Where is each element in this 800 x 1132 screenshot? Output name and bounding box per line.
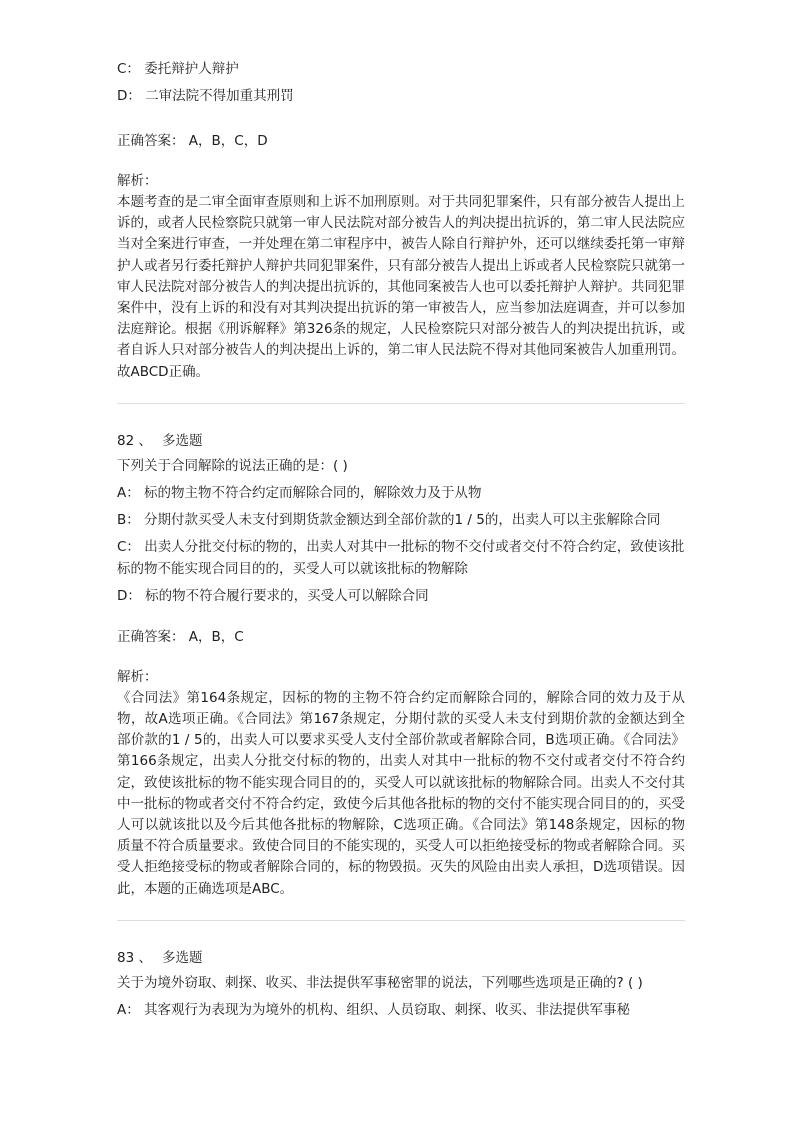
question-stem: 下列关于合同解除的说法正确的是：( ) <box>117 457 348 474</box>
question-type: 多选题 <box>161 432 203 449</box>
analysis-text: 《合同法》第164条规定，因标的物的主物不符合约定而解除合同的，解除合同的效力及于从物，故A选项正确。《合同法》第167条规定，分期付款的买受人未支付到期价款的金额达到全部价款的1 / 5的，出卖人可以要求买受人支付全部价款或者解除合同，B选项正确。《合同法》第166条规定，出卖人分批交付标的物的，出卖人对其中一批标的物不交付或者交付不符合约定，致使该批标的物不能实现合同目的的，买受人可以就该批标的物解除合同。出卖人不交付其中一批标的物或者交付不符合约定，致使今后其他各批标的物的交付不能实现合同目的的，买受人可以就该批以及今后其他各批标的物解除，C选项正确。《合同法》第148条规定，因标的物质量不符合质量要求。致使合同目的不能实现的，买受人可以拒绝接受标的物或者解除合同。买受人拒绝接受标的物或者解除合同的，标的物毁损。灭失的风险由出卖人承担，D选项错误。因此，本题的正确选项是ABC。 <box>117 689 685 897</box>
option-c: C： 委托辩护人辩护 <box>117 61 239 77</box>
question-83 <box>117 947 685 1021</box>
question-number: 83 、 <box>117 949 152 966</box>
analysis-text: 本题考查的是二审全面审查原则和上诉不加刑原则。对于共同犯罪案件，只有部分被告人提出上诉的，或者人民检察院只就第一审人民法院对部分被告人的判决提出抗诉的，第二审人民法院应当对全案进行审查，一并处理在第二审程序中，被告人除自行辩护外，还可以继续委托第一审辩护人或者另行委托辩护人辩护共同犯罪案件，只有部分被告人提出上诉或者人民检察院只就第一审人民法院对部分被告人的判决提出抗诉的，其他同案被告人也可以委托辩护人辩护。共同犯罪案件中，没有上诉的和没有对其判决提出抗诉的第一审被告人，应当参加法庭调查，并可以参加法庭辩论。根据《刑诉解释》第326条的规定，人民检察院只对部分被告人的判决提出抗诉，或者自诉人只对部分被告人的判决提出上诉的，第二审人民法院不得对其他同案被告人加重刑罚。故ABCD正确。 <box>117 194 685 380</box>
question-81-tail <box>117 58 685 404</box>
answer-line: 正确答案： A，B，C <box>117 628 244 645</box>
question-number: 82 、 <box>117 432 152 449</box>
question-type: 多选题 <box>161 949 203 966</box>
answer-line: 正确答案： A，B，C，D <box>117 133 268 149</box>
analysis-label: 解析： <box>117 173 158 189</box>
divider <box>117 920 685 921</box>
option-d: D： 标的物不符合履行要求的，买受人可以解除合同 <box>117 587 429 604</box>
divider <box>117 403 685 404</box>
question-stem: 关于为境外窃取、刺探、收买、非法提供军事秘密罪的说法，下列哪些选项是正确的? ( ) <box>117 974 643 991</box>
question-header <box>117 430 685 452</box>
option-c: C： 出卖人分批交付标的物的，出卖人对其中一批标的物不交付或者交付不符合约定，致使该批标的物不能实现合同目的的，买受人可以就该批标的物解除 <box>117 538 685 577</box>
option-b: B： 分期付款买受人未支付到期货款金额达到全部价款的1 / 5的，出卖人可以主张解除合同 <box>117 511 661 528</box>
option-d: D： 二审法院不得加重其刑罚 <box>117 88 294 104</box>
analysis-label: 解析： <box>117 668 158 685</box>
question-header <box>117 947 685 969</box>
option-a: A： 标的物主物不符合约定而解除合同的，解除效力及于从物 <box>117 484 482 501</box>
option-a: A： 其客观行为表现为为境外的机构、组织、人员窃取、刺探、收买、非法提供军事秘 <box>117 1001 631 1018</box>
question-82 <box>117 430 685 921</box>
document-page <box>117 58 685 1026</box>
